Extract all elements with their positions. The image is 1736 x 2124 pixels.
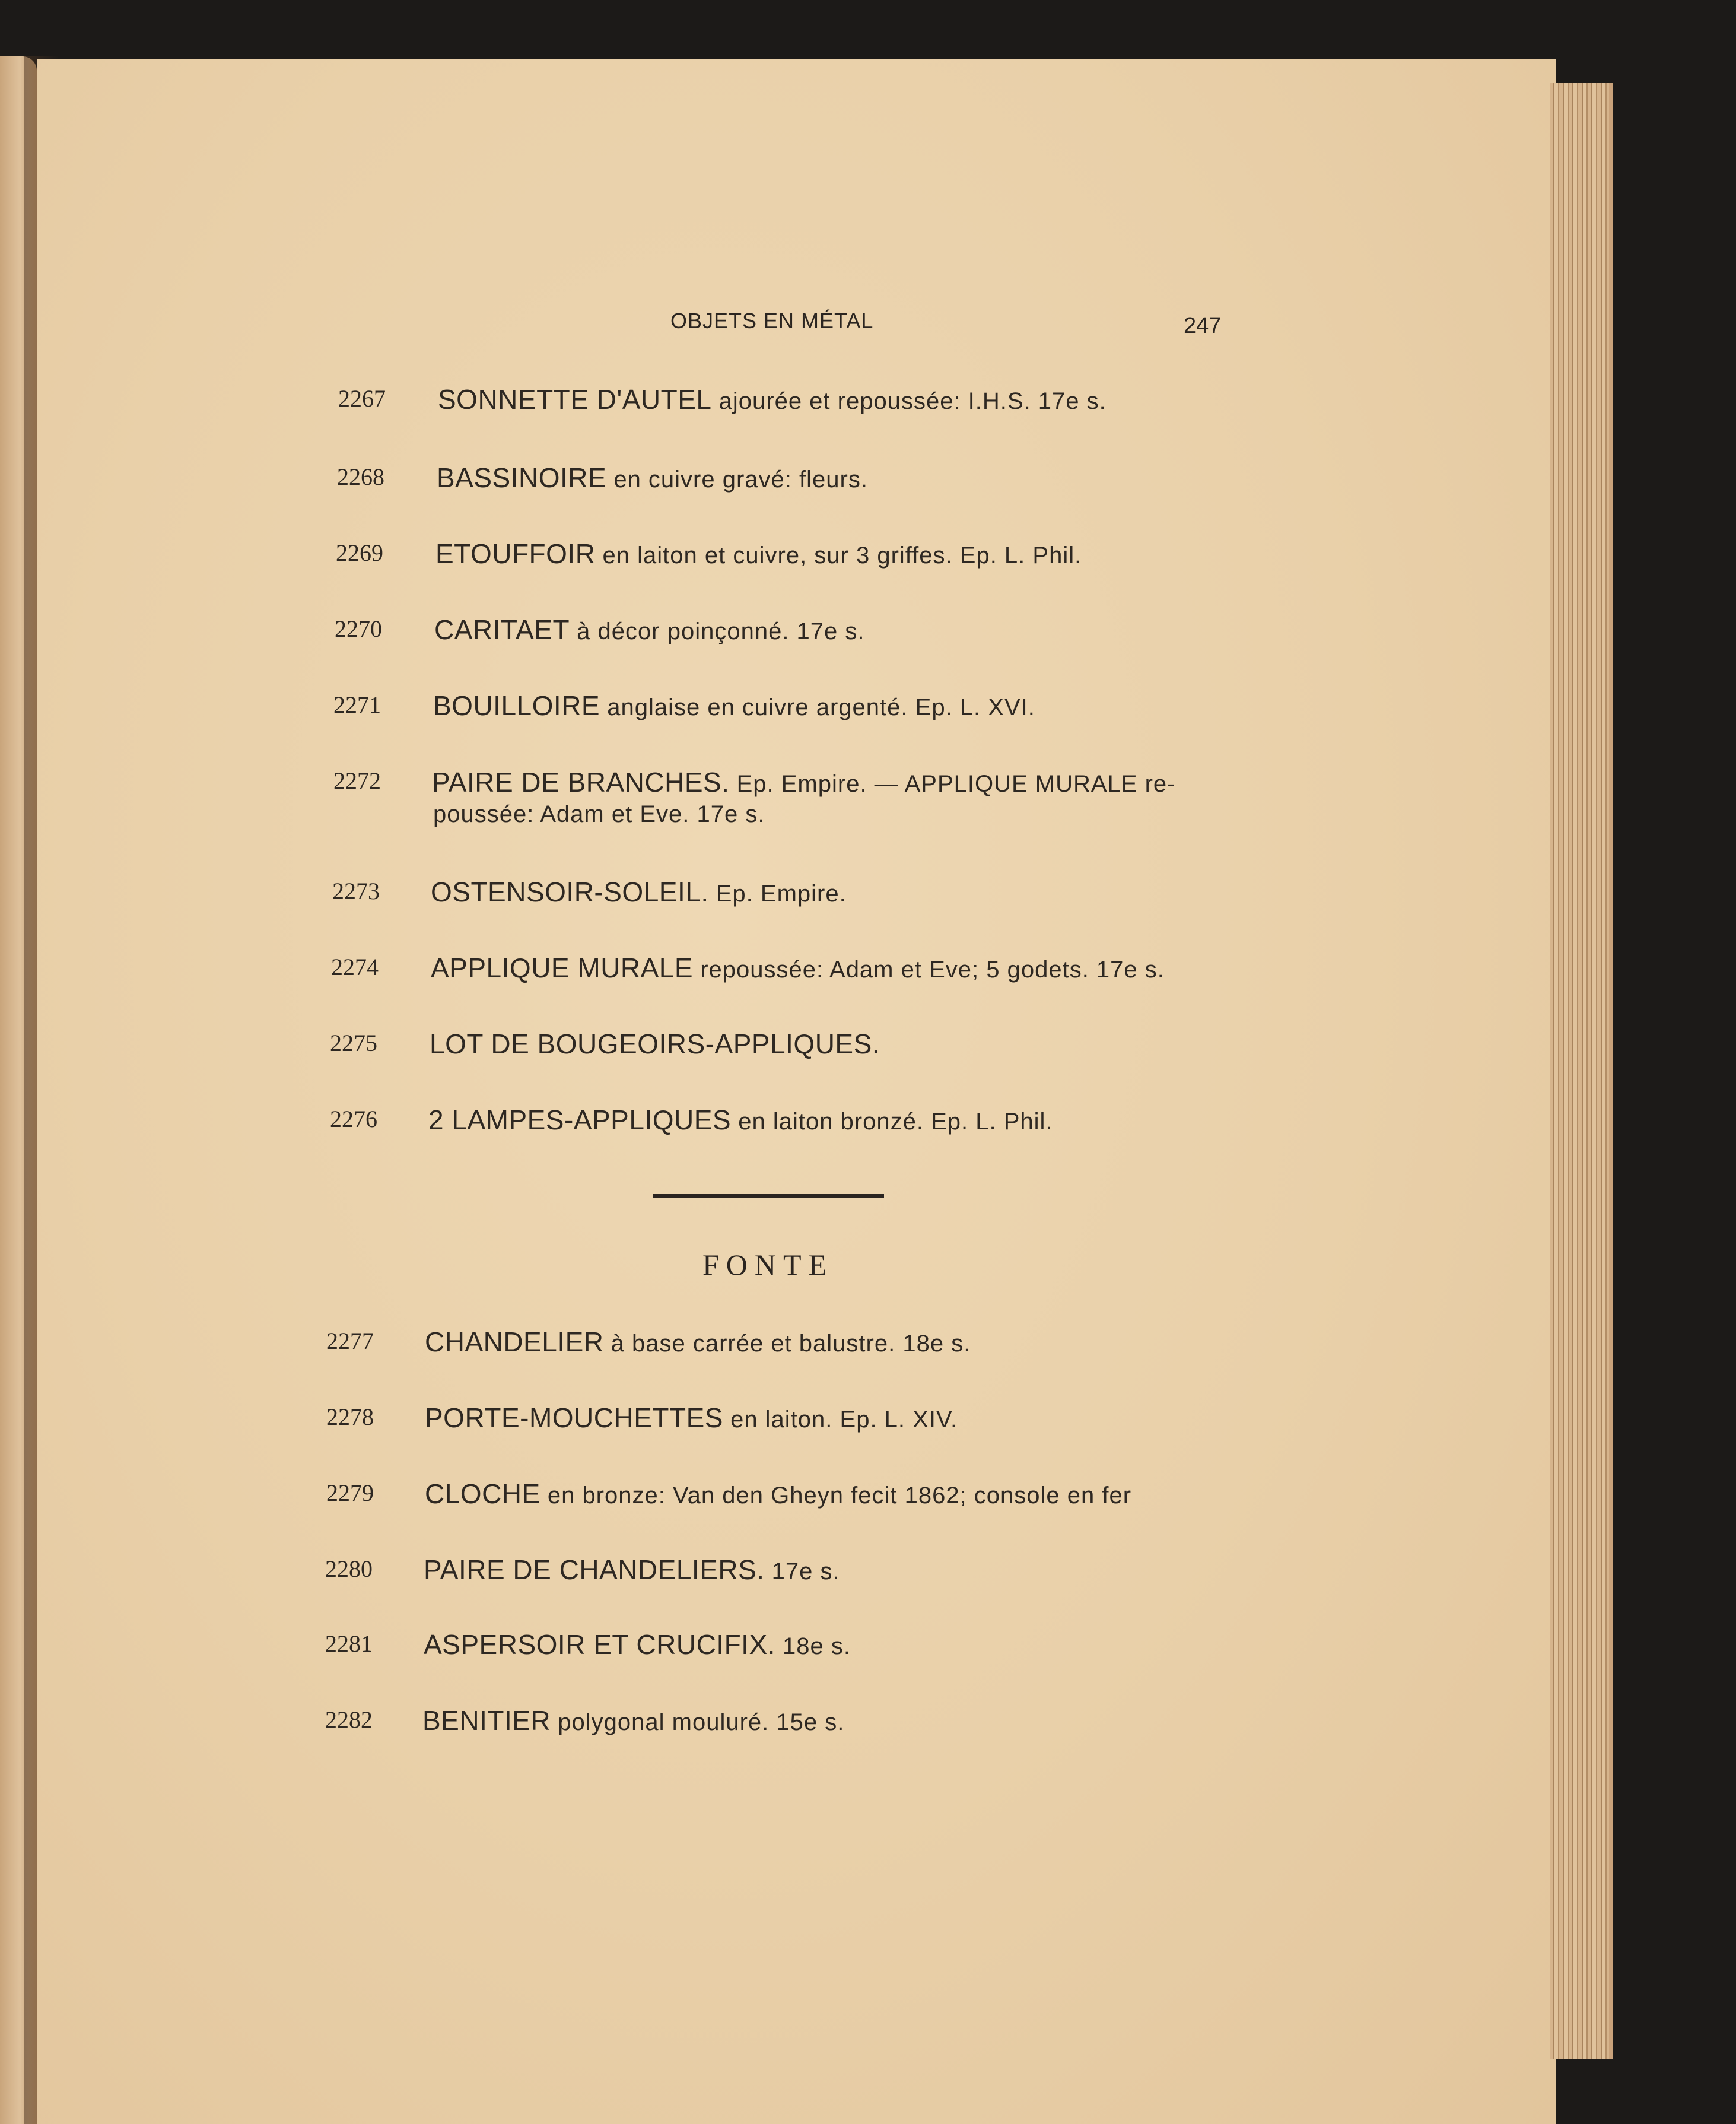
entry-title: CHANDELIER — [425, 1326, 604, 1357]
entry-title: OSTENSOIR-SOLEIL. — [431, 877, 709, 907]
entry-title: ASPERSOIR ET CRUCIFIX. — [424, 1629, 775, 1660]
entry-description: 18e s. — [775, 1633, 851, 1659]
entry-title: BASSINOIRE — [437, 462, 607, 493]
entry-title: PAIRE DE CHANDELIERS. — [424, 1554, 765, 1585]
entry-text — [433, 689, 1035, 724]
entry-description: en bronze: Van den Gheyn fecit 1862; console en fer — [540, 1482, 1132, 1509]
entry-number: 2272 — [333, 767, 381, 794]
entry-description: en laiton et cuivre, sur 3 griffes. Ep. L. Phil. — [595, 542, 1082, 569]
entry-number: 2267 — [338, 385, 386, 412]
entry-text — [424, 1628, 851, 1663]
entry-text — [425, 1477, 1131, 1512]
entry-title: CLOCHE — [425, 1478, 540, 1509]
entry-text — [430, 1027, 880, 1062]
entry-text — [422, 1704, 844, 1739]
entry-number: 2275 — [330, 1030, 377, 1056]
entry-text — [431, 875, 847, 910]
entry-title: PAIRE DE BRANCHES. — [432, 767, 730, 798]
entry-description: à base carrée et balustre. 18e s. — [603, 1331, 971, 1357]
page-number: 247 — [1184, 313, 1222, 338]
entry-text — [424, 1553, 840, 1588]
entry-description: anglaise en cuivre argenté. Ep. L. XVI. — [600, 694, 1035, 720]
entry-text — [437, 461, 868, 496]
entry-title: LOT DE BOUGEOIRS-APPLIQUES. — [430, 1028, 880, 1059]
entry-title: PORTE-MOUCHETTES — [425, 1402, 723, 1433]
entry-text — [438, 383, 1107, 418]
entry-number: 2279 — [326, 1480, 374, 1506]
entry-text — [425, 1325, 971, 1360]
entry-description: polygonal mouluré. 15e s. — [551, 1709, 845, 1735]
page-edges — [1550, 83, 1613, 2059]
entry-text — [434, 613, 865, 648]
entry-number: 2268 — [337, 463, 384, 490]
entry-title: ETOUFFOIR — [435, 538, 596, 569]
entry-title: 2 LAMPES-APPLIQUES — [428, 1104, 732, 1135]
entry-text — [435, 537, 1082, 572]
entry-number: 2276 — [330, 1106, 377, 1132]
entry-title: BENITIER — [422, 1705, 551, 1736]
entry-description: Ep. Empire. — [708, 881, 847, 907]
entry-number: 2277 — [326, 1328, 374, 1354]
entry-description: à décor poinçonné. 17e s. — [570, 618, 865, 644]
entry-description: en laiton bronzé. Ep. L. Phil. — [731, 1109, 1053, 1135]
entry-description: ajourée et repoussée: I.H.S. 17e s. — [711, 388, 1107, 414]
entry-number: 2281 — [325, 1630, 373, 1657]
entry-description: Ep. Empire. — APPLIQUE MURALE re- — [729, 771, 1176, 797]
section-divider — [653, 1194, 884, 1198]
entry-number: 2271 — [333, 691, 381, 718]
entry-number: 2273 — [332, 878, 380, 904]
entry-title: APPLIQUE MURALE — [431, 953, 694, 983]
entry-number: 2270 — [335, 615, 382, 642]
entry-continuation: poussée: Adam et Eve. 17e s. — [433, 801, 765, 827]
entry-text — [431, 951, 1165, 986]
running-header: OBJETS EN MÉTAL — [670, 309, 874, 333]
entry-description: repoussée: Adam et Eve; 5 godets. 17e s. — [693, 957, 1165, 983]
entry-text — [425, 1401, 958, 1436]
entry-number: 2280 — [325, 1555, 373, 1582]
entry-title: CARITAET — [434, 614, 570, 645]
entry-title: BOUILLOIRE — [433, 690, 600, 721]
entry-description: en cuivre gravé: fleurs. — [606, 466, 868, 493]
entry-text — [432, 766, 1175, 801]
entry-number: 2269 — [336, 539, 383, 566]
entry-text — [428, 1103, 1053, 1138]
entry-number: 2274 — [331, 954, 379, 980]
entry-title: SONNETTE D'AUTEL — [438, 384, 712, 415]
section-heading: FONTE — [702, 1248, 834, 1281]
entry-description: 17e s. — [764, 1558, 840, 1585]
entry-description: en laiton. Ep. L. XIV. — [723, 1407, 958, 1433]
entry-number: 2278 — [326, 1404, 374, 1430]
entry-number: 2282 — [325, 1706, 373, 1733]
catalog-page — [37, 59, 1556, 2124]
